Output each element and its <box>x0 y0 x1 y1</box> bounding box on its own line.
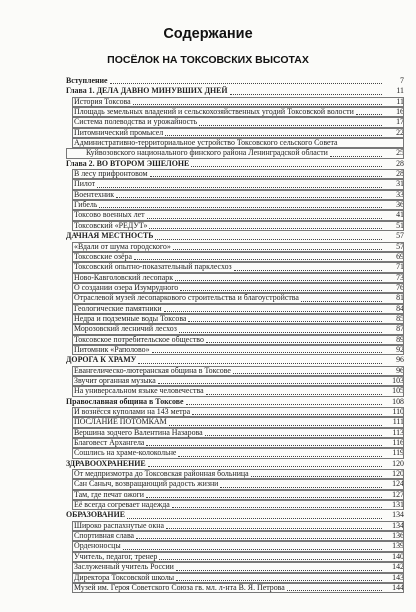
toc-leader-dots <box>234 270 382 271</box>
toc-leader-dots <box>191 166 382 167</box>
toc-leader-dots <box>148 466 382 467</box>
toc-entry-page: 142 <box>392 562 404 572</box>
toc-entry[interactable] <box>66 159 404 169</box>
toc-entry-page: 33 <box>396 189 404 199</box>
toc-entry-page: 110 <box>392 407 404 416</box>
toc-entry-title: Токсовский опытно-показательный парклесхоз <box>74 262 232 272</box>
toc-entry-title: Токсовские озёра <box>74 251 132 261</box>
toc-entry-title: Морозовский лесничий лесхоз <box>74 324 177 334</box>
toc-leader-dots <box>199 125 382 126</box>
toc-entry[interactable] <box>66 521 404 531</box>
toc-entry-page: 119 <box>392 448 404 458</box>
toc-entry-page: 92 <box>396 344 404 354</box>
toc-entry[interactable] <box>66 562 404 572</box>
toc-entry-page: 69 <box>396 251 404 261</box>
toc-entry-title: И вознёсся куполами на 143 метра <box>74 407 191 416</box>
toc-leader-dots <box>123 549 382 550</box>
toc-entry-title: Питомник «Раполово» <box>74 344 150 354</box>
toc-entry-page: 111 <box>392 417 404 427</box>
toc-entry-title: Отраслевой музей лесопаркового строительства и благоустройства <box>74 293 299 303</box>
toc-entry[interactable] <box>66 573 404 583</box>
toc-entry-title: Вступление <box>66 76 108 85</box>
toc-leader-dots <box>169 425 382 426</box>
toc-leader-dots <box>233 373 382 374</box>
toc-entry-page: 143 <box>392 572 404 582</box>
toc-entry-title: Музей им. Героя Советского Союза гв. мл. л-нта В. Я. Петрова <box>74 582 285 592</box>
toc-leader-dots <box>206 394 382 395</box>
toc-entry-title: Евангелическо-лютеранская община в Токсове <box>74 365 231 375</box>
toc-entry-title: Геологические памятники <box>74 303 162 313</box>
toc-leader-dots <box>149 228 382 229</box>
toc-leader-dots <box>155 239 382 240</box>
toc-entry-title: Ново-Кавголовский лесопарк <box>74 272 174 282</box>
toc-entry-title: Недра и подземные воды Токсова <box>74 313 187 323</box>
toc-entry-title: О создании озера Изумрудного <box>74 282 179 292</box>
toc-entry[interactable] <box>66 355 404 365</box>
toc-entry-title: ПОСЛАНИЕ ПОТОМКАМ <box>74 417 167 427</box>
toc-leader-dots <box>220 487 382 488</box>
toc-entry-page: 136 <box>392 531 404 541</box>
toc-leader-dots <box>158 383 382 384</box>
toc-entry-page: 76 <box>396 282 404 292</box>
toc-entry[interactable] <box>66 366 404 376</box>
toc-entry-page: 85 <box>396 313 404 323</box>
toc-leader-dots <box>301 301 382 302</box>
toc-entry-page: 108 <box>392 396 404 406</box>
toc-entry-title: Административно-территориальное устройство Токсовского сельского Совета <box>74 138 338 148</box>
toc-entry[interactable] <box>66 273 404 283</box>
toc-entry-page: 84 <box>396 303 404 313</box>
toc-entry-page: 89 <box>396 334 404 344</box>
toc-entry-title: Сан Саныч, возвращающий радость жизни <box>74 479 219 489</box>
toc-entry[interactable] <box>66 148 404 158</box>
toc-entry-page: 144 <box>392 582 404 592</box>
toc-entry[interactable] <box>66 169 404 179</box>
toc-entry[interactable] <box>66 448 404 458</box>
toc-entry[interactable] <box>66 293 404 303</box>
toc-leader-dots <box>188 321 382 322</box>
toc-entry-title: Звучит органная музыка <box>74 375 156 385</box>
toc-entry-page: 96 <box>396 365 404 375</box>
toc-entry-page: 57 <box>396 231 404 241</box>
toc-entry-title: Глава 1. ДЕЛА ДАВНО МИНУВШИХ ДНЕЙ <box>66 86 228 96</box>
toc-entry-title: История Токсова <box>74 96 131 106</box>
toc-entry-page: 11 <box>396 96 404 106</box>
toc-entry-page: 28 <box>396 169 404 179</box>
toc-entry-title: Там, где печат ожоги <box>74 489 145 499</box>
toc-entry-page: 36 <box>396 200 404 210</box>
toc-entry[interactable] <box>66 428 404 438</box>
toc-entry-page: 22 <box>396 127 404 137</box>
toc-leader-dots <box>251 476 382 477</box>
toc-leader-dots <box>110 83 382 84</box>
toc-entry[interactable] <box>66 345 404 355</box>
toc-entry-page: 28 <box>396 158 404 168</box>
toc-leader-dots <box>166 528 382 529</box>
toc-leader-dots <box>146 445 382 446</box>
toc-entry-page: 96 <box>396 355 404 365</box>
toc-entry[interactable] <box>66 510 404 520</box>
toc-entry-title: Спортивная слава <box>74 531 135 541</box>
toc-leader-dots <box>205 435 382 436</box>
toc-entry-page: 51 <box>396 220 404 230</box>
toc-entry-page: 120 <box>392 458 404 468</box>
toc-entry-title: «Вдали от шума городского» <box>74 241 171 251</box>
toc-entry[interactable] <box>66 459 404 469</box>
toc-leader-dots <box>186 404 382 405</box>
toc-leader-dots <box>287 590 382 591</box>
toc-entry-page: 131 <box>392 500 404 510</box>
toc-leader-dots <box>192 414 382 415</box>
toc-leader-dots <box>330 156 382 157</box>
toc-entry-title: Орденоносцы <box>74 541 121 551</box>
toc-entry-title: Воентехник <box>74 189 115 199</box>
table-of-contents <box>66 76 404 593</box>
toc-leader-dots <box>206 342 382 343</box>
toc-entry-title: Сошлись на храме-колокольне <box>74 448 177 458</box>
toc-leader-dots <box>147 218 382 219</box>
toc-leader-dots <box>164 311 382 312</box>
toc-entry-title: ОБРАЗОВАНИЕ <box>66 510 125 520</box>
toc-leader-dots <box>152 352 382 353</box>
toc-entry-page: 17 <box>396 117 404 127</box>
toc-entry[interactable] <box>66 490 404 500</box>
toc-entry-title: Пилот <box>74 179 96 189</box>
toc-entry-page: 113 <box>392 427 404 437</box>
toc-entry-title: Площадь земельных владений и сельскохозяйственных угодий Токсовской волости <box>74 107 354 117</box>
toc-entry-page: 140 <box>392 551 404 561</box>
toc-leader-dots <box>165 135 382 136</box>
toc-entry-title: Питомнический промысел <box>74 127 164 137</box>
toc-entry-title: Токсово военных лет <box>74 210 145 220</box>
toc-entry[interactable] <box>66 314 404 324</box>
toc-entry-page: 7 <box>400 76 404 85</box>
toc-entry-title: Токсовский «РЕДУТ» <box>74 220 148 230</box>
toc-leader-dots <box>116 197 382 198</box>
toc-entry[interactable] <box>66 86 404 96</box>
toc-leader-dots <box>173 249 382 250</box>
toc-entry-title: Глава 2. ВО ВТОРОМ ЭШЕЛОНЕ <box>66 158 190 168</box>
toc-entry-title: Православная община в Токсове <box>66 396 184 406</box>
toc-entry[interactable] <box>66 221 404 231</box>
toc-entry-page: 120 <box>392 469 404 479</box>
toc-leader-dots <box>133 104 382 105</box>
toc-entry-title: Система полеводства и урожайность <box>74 117 198 127</box>
toc-entry[interactable] <box>66 479 404 489</box>
toc-entry[interactable] <box>66 138 404 148</box>
toc-entry-title: Благовест Архангела <box>74 438 145 448</box>
toc-leader-dots <box>159 559 382 560</box>
toc-entry-title: На универсальном языке человечества <box>74 386 204 396</box>
toc-leader-dots <box>356 114 382 115</box>
toc-entry-title: От медпризмотра до Токсовская районная больница <box>74 469 249 479</box>
toc-entry-title: Куйвозовского национального финского района Ленинградской области <box>86 148 328 158</box>
toc-leader-dots <box>138 363 382 364</box>
page-heading: Содержание <box>163 26 253 42</box>
toc-entry-page: 81 <box>396 293 404 303</box>
toc-leader-dots <box>176 580 382 581</box>
toc-entry[interactable] <box>66 438 404 448</box>
toc-entry[interactable] <box>66 283 404 293</box>
toc-entry[interactable] <box>66 128 404 138</box>
toc-entry-title: Её всегда согревает надежда <box>74 500 170 510</box>
toc-entry-page: 105 <box>392 386 404 396</box>
toc-entry-page: 41 <box>396 210 404 220</box>
toc-entry-title: Учитель, педагог, тренер <box>74 551 158 561</box>
toc-entry-page: 124 <box>392 479 404 489</box>
toc-entry-title: В лесу прифронтовом <box>74 169 148 179</box>
toc-entry-page: 11 <box>396 86 404 96</box>
toc-entry-page: 103 <box>392 375 404 385</box>
toc-entry[interactable] <box>66 397 404 407</box>
toc-entry-page: 116 <box>392 438 404 448</box>
toc-leader-dots <box>136 538 382 539</box>
toc-entry[interactable] <box>66 324 404 334</box>
toc-entry-page: 31 <box>396 179 404 189</box>
toc-entry[interactable] <box>66 76 404 86</box>
toc-entry[interactable] <box>66 386 404 396</box>
toc-leader-dots <box>176 570 382 571</box>
toc-entry[interactable] <box>66 210 404 220</box>
toc-entry[interactable] <box>66 335 404 345</box>
toc-entry-page: 71 <box>396 262 404 272</box>
toc-entry[interactable] <box>66 417 404 427</box>
toc-entry[interactable] <box>66 179 404 189</box>
toc-entry[interactable] <box>66 531 404 541</box>
toc-entry-title: ДАЧНАЯ МЕСТНОСТЬ <box>66 231 154 241</box>
toc-entry[interactable] <box>66 107 404 117</box>
toc-leader-dots <box>175 280 382 281</box>
toc-entry[interactable] <box>66 117 404 127</box>
toc-entry[interactable] <box>66 376 404 386</box>
toc-entry[interactable] <box>66 231 404 241</box>
toc-entry-page: 16 <box>396 107 404 117</box>
toc-entry-title: ЗДРАВООХРАНЕНИЕ <box>66 458 146 468</box>
toc-entry[interactable] <box>66 500 404 510</box>
toc-entry-title: ДОРОГА К ХРАМУ <box>66 355 137 365</box>
toc-leader-dots <box>97 187 382 188</box>
toc-entry-page: 57 <box>396 241 404 251</box>
toc-entry[interactable] <box>66 541 404 551</box>
toc-entry-page: 134 <box>392 510 404 520</box>
toc-entry-page: 134 <box>392 520 404 530</box>
toc-entry[interactable] <box>66 97 404 107</box>
toc-leader-dots <box>127 518 382 519</box>
toc-leader-dots <box>146 497 382 498</box>
toc-entry-title: Широко распахнутые окна <box>74 520 164 530</box>
toc-entry[interactable] <box>66 583 404 593</box>
toc-entry[interactable] <box>66 242 404 252</box>
toc-leader-dots <box>179 332 382 333</box>
toc-entry-title: Заслуженный учитель России <box>74 562 174 572</box>
toc-entry-title: Вершина зодчего Валентина Назарова <box>74 427 203 437</box>
toc-entry-title: Гибель <box>74 200 98 210</box>
toc-entry-page: 25 <box>396 148 404 158</box>
toc-entry-page: 127 <box>392 489 404 499</box>
toc-leader-dots <box>180 290 382 291</box>
toc-entry-title: Токсовское потребительское общество <box>74 334 204 344</box>
toc-leader-dots <box>99 207 382 208</box>
toc-entry[interactable] <box>66 190 404 200</box>
toc-entry-page: 73 <box>396 272 404 282</box>
toc-entry[interactable] <box>66 252 404 262</box>
toc-entry-page: 139 <box>392 541 404 551</box>
toc-entry[interactable] <box>66 262 404 272</box>
toc-entry[interactable] <box>66 200 404 210</box>
toc-leader-dots <box>150 176 382 177</box>
toc-leader-dots <box>172 507 382 508</box>
toc-leader-dots <box>230 94 382 95</box>
toc-leader-dots <box>178 456 382 457</box>
toc-entry[interactable] <box>66 552 404 562</box>
toc-entry[interactable] <box>66 469 404 479</box>
toc-entry-title: Директора Токсовской школы <box>74 572 175 582</box>
toc-entry[interactable] <box>66 407 404 417</box>
toc-leader-dots <box>134 259 382 260</box>
book-title: ПОСЁЛОК НА ТОКСОВСКИХ ВЫСОТАХ <box>107 54 309 66</box>
toc-entry-page: 87 <box>396 324 404 334</box>
toc-entry[interactable] <box>66 304 404 314</box>
